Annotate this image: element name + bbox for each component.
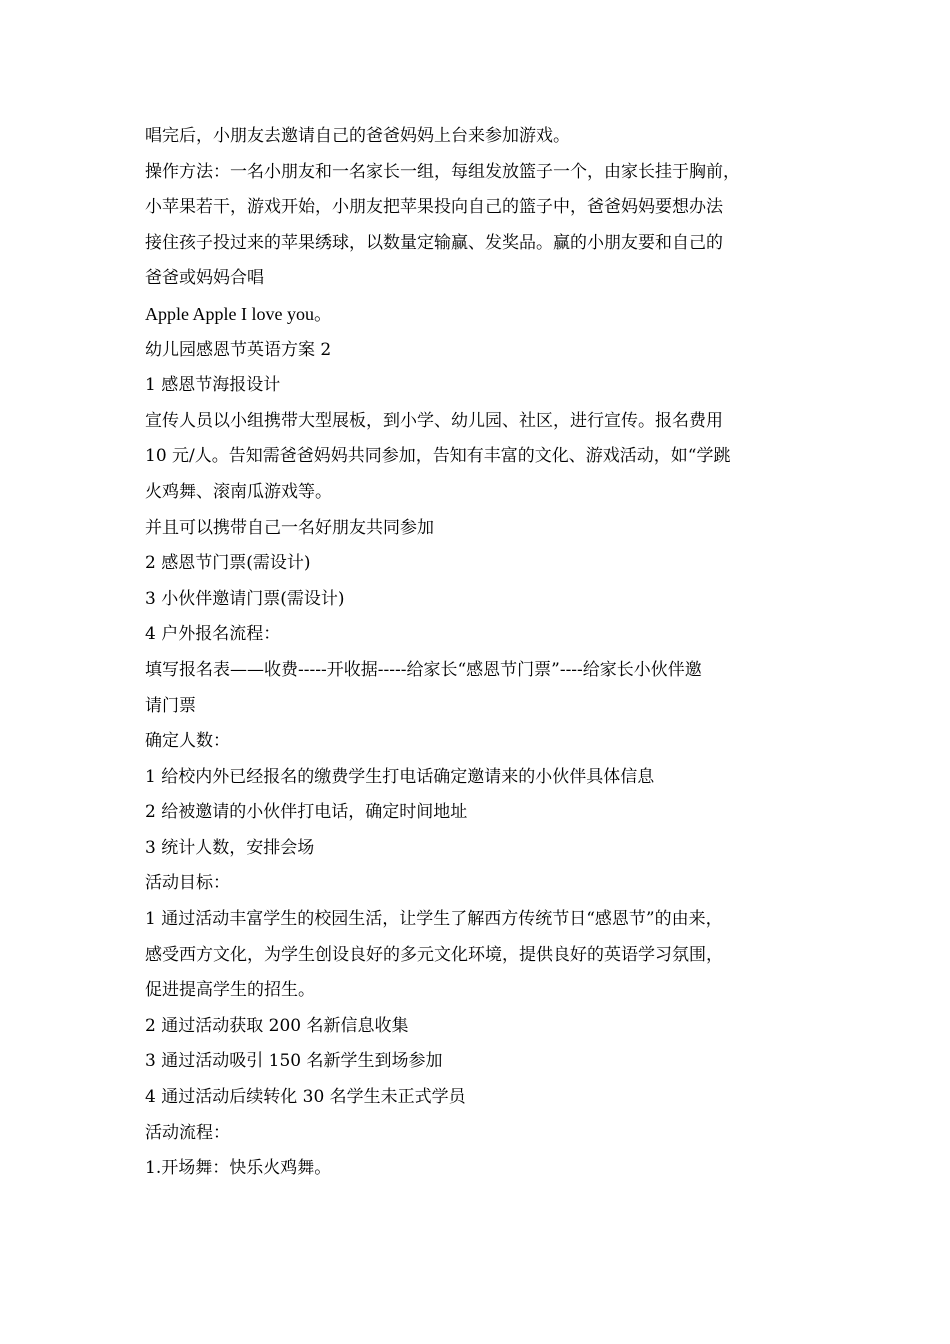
text-line: Apple Apple I love you。 — [145, 303, 332, 324]
list-item: 3 通过活动吸引 150 名新学生到场参加 — [145, 1051, 443, 1072]
text-line: 爸爸或妈妈合唱 — [145, 268, 264, 289]
list-item: 4 通过活动后续转化 30 名学生未正式学员 — [145, 1087, 466, 1108]
subheading: 确定人数： — [145, 731, 230, 752]
subheading: 活动目标： — [145, 873, 230, 894]
text-line: 宣传人员以小组携带大型展板，到小学、幼儿园、社区，进行宣传。报名费用 — [145, 410, 723, 431]
text-line: 10 元/人。告知需爸爸妈妈共同参加，告知有丰富的文化、游戏活动，如“学跳 — [145, 446, 731, 467]
list-item: 2 给被邀请的小伙伴打电话，确定时间地址 — [145, 802, 468, 823]
text-line: 操作方法：一名小朋友和一名家长一组，每组发放篮子一个，由家长挂于胸前， — [145, 161, 740, 182]
text-line: 填写报名表——收费-----开收据-----给家长“感恩节门票”----给家长小伙伴邀 — [145, 659, 702, 680]
document-body — [145, 119, 835, 1187]
list-item: 1 感恩节海报设计 — [145, 375, 281, 396]
list-item: 1 给校内外已经报名的缴费学生打电话确定邀请来的小伙伴具体信息 — [145, 766, 655, 787]
list-item: 2 感恩节门票(需设计) — [145, 553, 311, 574]
subheading: 活动流程： — [145, 1122, 230, 1143]
list-item: 2 通过活动获取 200 名新信息收集 — [145, 1015, 409, 1036]
text-line: 促进提高学生的招生。 — [145, 980, 315, 1001]
list-item: 1 通过活动丰富学生的校园生活，让学生了解西方传统节日“感恩节”的由来， — [145, 909, 723, 930]
text-line: 接住孩子投过来的苹果绣球，以数量定输赢、发奖品。赢的小朋友要和自己的 — [145, 232, 723, 253]
section-heading: 幼儿园感恩节英语方案 2 — [145, 339, 332, 360]
text-line: 请门票 — [145, 695, 196, 716]
text-line: 并且可以携带自己一名好朋友共同参加 — [145, 517, 434, 538]
list-item: 1.开场舞：快乐火鸡舞。 — [145, 1158, 332, 1179]
text-line: 小苹果若干，游戏开始，小朋友把苹果投向自己的篮子中，爸爸妈妈要想办法 — [145, 197, 723, 218]
list-item: 4 户外报名流程： — [145, 624, 281, 645]
text-line: 感受西方文化，为学生创设良好的多元文化环境，提供良好的英语学习氛围， — [145, 944, 723, 965]
text-line: 唱完后，小朋友去邀请自己的爸爸妈妈上台来参加游戏。 — [145, 126, 570, 146]
text-line: 火鸡舞、滚南瓜游戏等。 — [145, 481, 332, 502]
list-item: 3 统计人数，安排会场 — [145, 837, 315, 858]
list-item: 3 小伙伴邀请门票(需设计) — [145, 588, 345, 609]
